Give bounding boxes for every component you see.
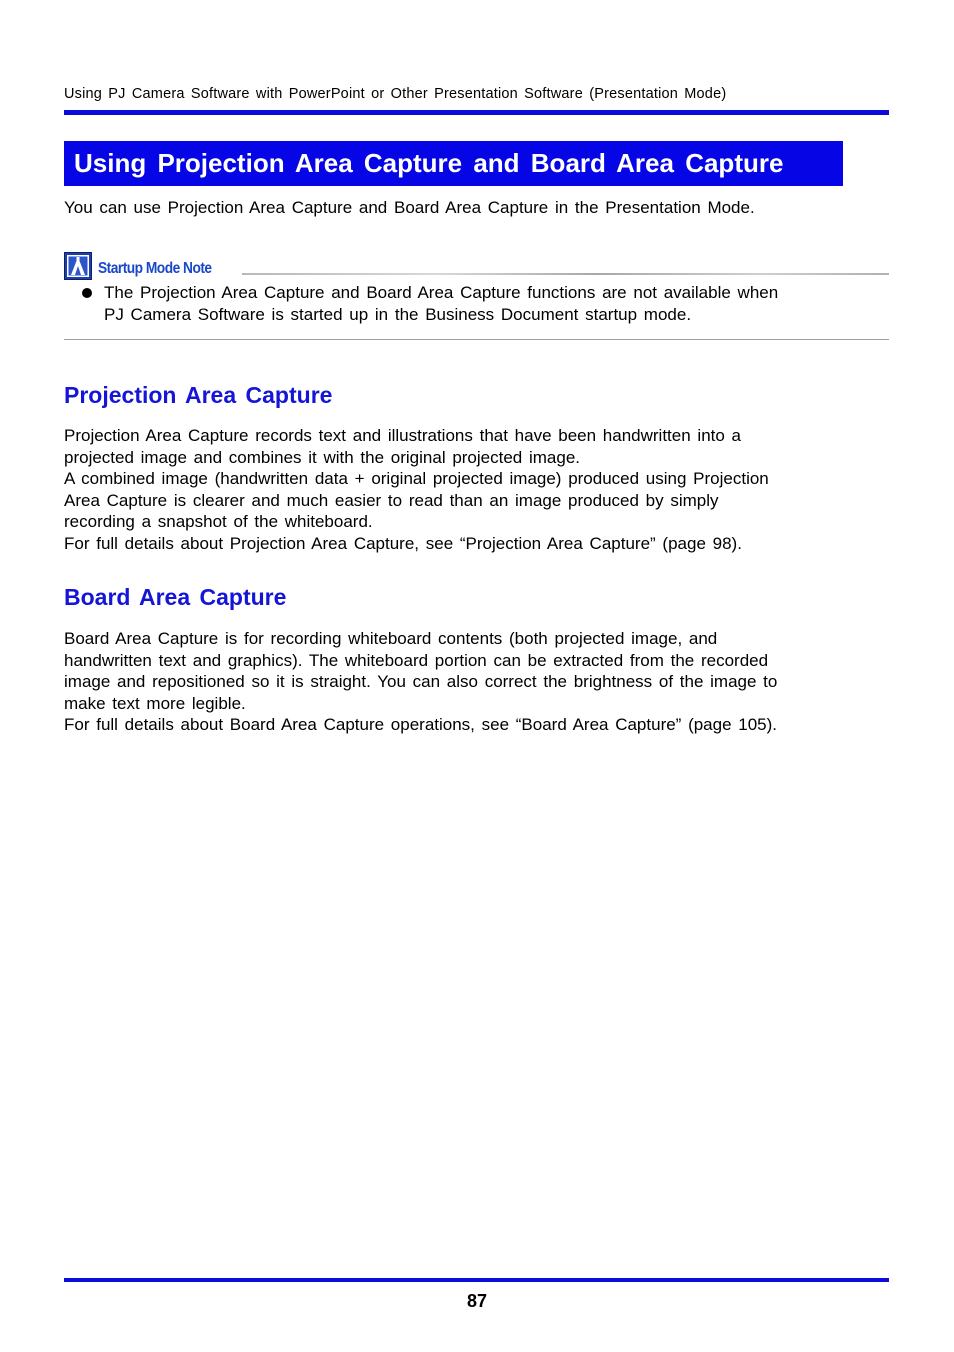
board-heading: Board Area Capture [64,584,287,610]
projection-body [64,425,769,555]
intro-paragraph: You can use Projection Area Capture and Board Area Capture in the Presentation Mode. [64,198,755,217]
section-title-banner [64,141,843,186]
section-title: Using Projection Area Capture and Board Area Capture [74,148,784,178]
note-line: PJ Camera Software is started up in the Business Document startup mode. [104,304,692,324]
note-bottom-rule [64,339,889,340]
body-line: For full details about Board Area Capture operations, see “Board Area Capture” (page 105). [64,715,778,735]
note-divider [242,273,889,275]
startup-note-icon [64,252,92,280]
body-line: projected image and combines it with the original projected image. [64,447,580,467]
body-line: A combined image (handwritten data + original projected image) produced using Projection [64,469,769,489]
body-line: image and repositioned so it is straight. You can also correct the brightness of the image to [64,672,778,692]
body-line: Board Area Capture is for recording whiteboard contents (both projected image, and [64,629,718,648]
bullet-icon [82,288,92,298]
body-line: make text more legible. [64,693,246,713]
projection-heading: Projection Area Capture [64,382,333,408]
note-line: The Projection Area Capture and Board Area Capture functions are not available when [104,283,779,302]
body-line: Area Capture is clearer and much easier to read than an image produced by simply [64,490,719,510]
page-number: 87 [466,1291,488,1311]
body-line: recording a snapshot of the whiteboard. [64,512,373,532]
body-line: handwritten text and graphics). The whiteboard portion can be extracted from the recorded [64,650,769,670]
startup-mode-note-header [64,252,889,282]
board-body [64,628,777,736]
note-list-item [82,282,842,326]
body-line: Projection Area Capture records text and illustrations that have been handwritten into a [64,426,741,445]
body-line: For full details about Projection Area Capture, see “Projection Area Capture” (page 98). [64,533,742,553]
footer-rule [64,1278,889,1282]
header-rule [64,110,889,115]
note-title: Startup Mode Note [98,260,212,277]
running-header: Using PJ Camera Software with PowerPoint or Other Presentation Software (Presentation Mode) [64,86,727,102]
